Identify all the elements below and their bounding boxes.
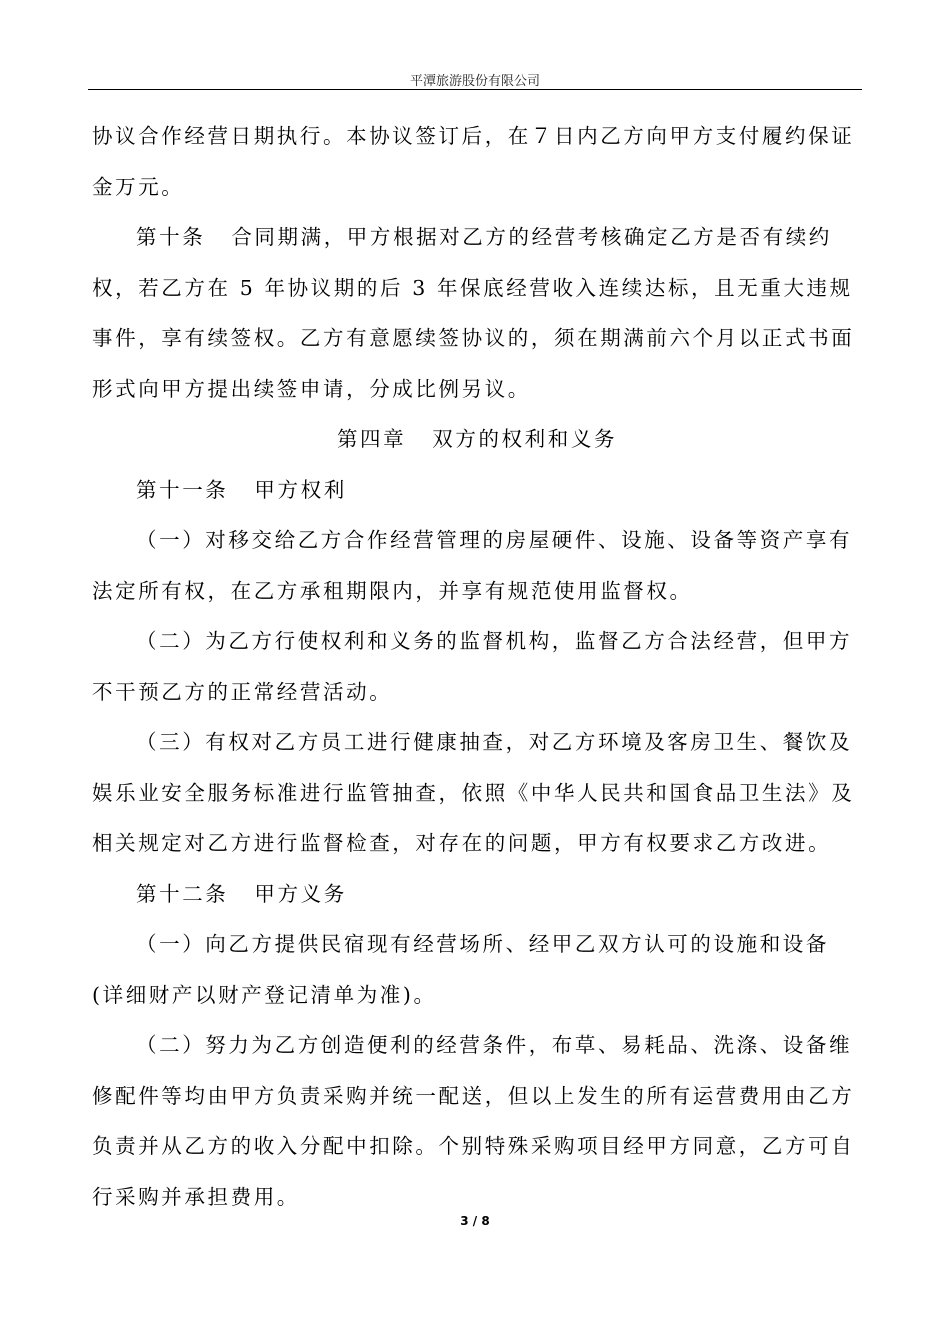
article-label: 第十一条 [136,477,229,502]
document-body [92,111,862,1222]
paragraph-12-2: （二）努力为乙方创造便利的经营条件，布草、易耗品、洗涤、设备维修配件等均由甲方负责采购并统一配送，但以上发生的所有运营费用由乙方负责并从乙方的收入分配中扣除。个别特殊采购项目经甲方同意，乙方可自行采购并承担费用。 [92,1033,855,1209]
page-header: 平潭旅游股份有限公司 [409,74,540,89]
paragraph-11-2: （二）为乙方行使权利和义务的监督机构，监督乙方合法经营，但甲方不干预乙方的正常经营活动。 [92,629,853,704]
chapter-heading [92,414,862,465]
page-number: 3 / 8 [460,1214,490,1228]
header-rule [88,89,862,90]
paragraph-11-1: （一）对移交给乙方合作经营管理的房屋硬件、设施、设备等资产享有法定所有权，在乙方承租期限内，并享有规范使用监督权。 [92,528,853,603]
article-label: 第十条 [136,225,206,249]
chapter-title: 双方的权利和义务 [432,427,618,451]
paragraph-continuation: 协议合作经营日期执行。本协议签订后，在７日内乙方向甲方支付履约保证金万元。 [92,124,855,199]
article-10: 第十条 合同期满，甲方根据对乙方的经营考核确定乙方是否有续约权，若乙方在 5 年协议期的后 3 年保底经营收入连续达标，且无重大违规事件，享有续签权。乙方有意愿续签协议的，须在期满前六个月以正式书面形式向甲方提出续签申请，分成比例另议。 [92,225,855,401]
article-12-heading: 第十二条 甲方义务 [136,881,347,906]
paragraph-11-3: （三）有权对乙方员工进行健康抽查，对乙方环境及客房卫生、餐饮及娱乐业安全服务标准进行监管抽查，依照《中华人民共和国食品卫生法》及相关规定对乙方进行监督检查，对存在的问题，甲方有权要求乙方改进。 [92,730,855,855]
paragraph-12-1: （一）向乙方提供民宿现有经营场所、经甲乙双方认可的设施和设备(详细财产以财产登记清单为准)。 [92,932,829,1007]
article-11-heading: 第十一条 甲方权利 [136,477,347,502]
chapter-label: 第四章 [336,427,407,451]
article-label: 第十二条 [136,881,229,906]
